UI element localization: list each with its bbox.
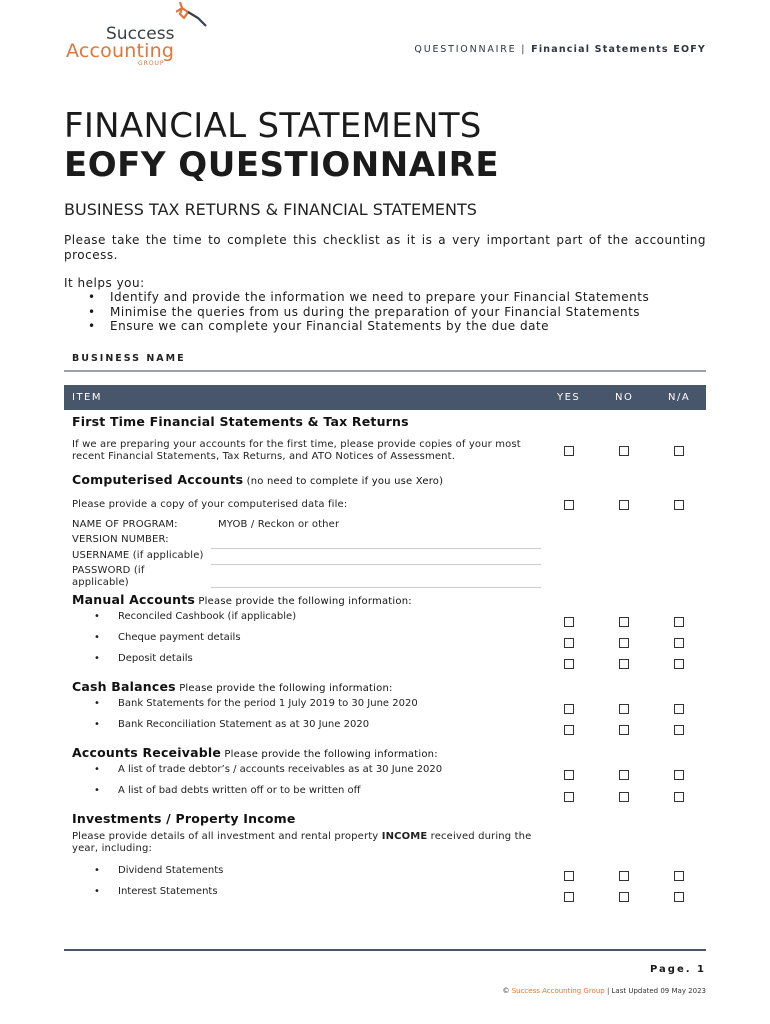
column-header-no: NO — [615, 392, 634, 403]
version-label: VERSION NUMBER: — [72, 534, 169, 545]
list-item-text: Bank Statements for the period 1 July 2019 to 30 June 2020 — [118, 698, 418, 709]
manual-note: Please provide the following information: — [195, 596, 412, 607]
checkbox-no[interactable] — [619, 446, 629, 456]
document-header — [414, 44, 706, 55]
investments-text-part: received during the year, including: — [72, 831, 532, 854]
business-name-field[interactable] — [64, 370, 706, 372]
checkbox-na[interactable] — [674, 892, 684, 902]
password-label: PASSWORD (if applicable) — [72, 565, 145, 588]
logo-text-success: Success — [106, 24, 175, 44]
manual-title: Manual Accounts — [72, 592, 196, 607]
username-label: USERNAME (if applicable) — [72, 550, 204, 561]
list-item: • Ensure we can complete your Financial Statements by the due date — [64, 319, 649, 333]
business-name-label: BUSINESS NAME — [72, 353, 186, 364]
checkbox-no[interactable] — [619, 892, 629, 902]
logo-mark-icon — [176, 0, 210, 38]
page-subtitle: BUSINESS TAX RETURNS & FINANCIAL STATEMENTS — [64, 200, 477, 219]
checkbox-na[interactable] — [674, 617, 684, 627]
checkbox-na[interactable] — [674, 446, 684, 456]
checkbox-no[interactable] — [619, 617, 629, 627]
footer-updated: | Last Updated 09 May 2023 — [604, 987, 706, 995]
checkbox-no[interactable] — [619, 638, 629, 648]
receivable-note: Please provide the following information: — [221, 749, 438, 760]
checkbox-na[interactable] — [674, 638, 684, 648]
username-field[interactable] — [211, 564, 541, 565]
table-header — [64, 385, 706, 410]
section-title-computerised — [72, 472, 443, 487]
list-item-text: Interest Statements — [118, 886, 218, 897]
footer-company-link[interactable]: Success Accounting Group — [511, 987, 605, 995]
logo-text-group: GROUP — [138, 60, 165, 67]
header-label: QUESTIONNAIRE | — [414, 44, 532, 55]
column-header-yes: YES — [557, 392, 581, 403]
checkbox-na[interactable] — [674, 659, 684, 669]
checkbox-no[interactable] — [619, 704, 629, 714]
list-item: • Identify and provide the information we need to prepare your Financial Statements — [64, 290, 649, 304]
checkbox-yes[interactable] — [564, 871, 574, 881]
list-item-text: A list of trade debtor’s / accounts receivables as at 30 June 2020 — [118, 764, 443, 775]
checkbox-na[interactable] — [674, 770, 684, 780]
section-title-first-time: First Time Financial Statements & Tax Returns — [72, 414, 409, 429]
header-title: Financial Statements EOFY — [531, 44, 706, 55]
section-title-receivable — [72, 745, 438, 760]
section-title-manual — [72, 592, 412, 607]
cash-title: Cash Balances — [72, 679, 176, 694]
program-value: MYOB / Reckon or other — [218, 519, 340, 530]
intro-paragraph: Please take the time to complete this checklist as it is a very important part of the accounting process. — [64, 233, 706, 262]
page-title-line1: FINANCIAL STATEMENTS — [64, 106, 482, 146]
list-item-text: Bank Reconciliation Statement as at 30 June 2020 — [118, 719, 370, 730]
helps-list — [64, 276, 649, 334]
checkbox-yes[interactable] — [564, 500, 574, 510]
checkbox-no[interactable] — [619, 792, 629, 802]
section-title-investments: Investments / Property Income — [72, 811, 296, 826]
cash-note: Please provide the following information: — [175, 683, 393, 694]
investments-text-bold: INCOME — [381, 831, 428, 842]
list-item-text: A list of bad debts written off or to be written off — [118, 785, 361, 796]
column-header-na: N/A — [668, 392, 691, 403]
program-label: NAME OF PROGRAM: — [72, 519, 178, 530]
checkbox-na[interactable] — [674, 725, 684, 735]
page-title-line2: EOFY QUESTIONNAIRE — [64, 145, 500, 185]
checkbox-no[interactable] — [619, 725, 629, 735]
checkbox-yes[interactable] — [564, 617, 574, 627]
checkbox-na[interactable] — [674, 500, 684, 510]
checkbox-no[interactable] — [619, 500, 629, 510]
helps-label: It helps you: — [64, 276, 145, 290]
checkbox-yes[interactable] — [564, 770, 574, 780]
checkbox-yes[interactable] — [564, 892, 574, 902]
section-title-cash — [72, 679, 393, 694]
footer-copyright — [502, 987, 706, 995]
checkbox-yes[interactable] — [564, 446, 574, 456]
computerised-title: Computerised Accounts — [72, 472, 244, 487]
copyright-symbol: © — [502, 987, 512, 995]
list-item-text: Cheque payment details — [118, 632, 241, 643]
checkbox-yes[interactable] — [564, 792, 574, 802]
page-number: Page. 1 — [650, 964, 706, 975]
checkbox-no[interactable] — [619, 659, 629, 669]
checkbox-no[interactable] — [619, 871, 629, 881]
checkbox-na[interactable] — [674, 792, 684, 802]
password-field[interactable] — [211, 587, 541, 588]
checkbox-yes[interactable] — [564, 725, 574, 735]
checkbox-no[interactable] — [619, 770, 629, 780]
computerised-note: (no need to complete if you use Xero) — [243, 476, 444, 487]
list-item-text: Deposit details — [118, 653, 193, 664]
checkbox-yes[interactable] — [564, 638, 574, 648]
version-field[interactable] — [211, 548, 541, 549]
first-time-text: If we are preparing your accounts for the first time, please provide copies of your most recent Financial Statements, Tax Returns, and ATO Notices of Assessment. — [72, 439, 521, 462]
checkbox-na[interactable] — [674, 871, 684, 881]
investments-text — [72, 831, 532, 855]
checkbox-yes[interactable] — [564, 659, 574, 669]
computerised-text: Please provide a copy of your computerised data file: — [72, 499, 348, 510]
logo-text-accounting: Accounting — [66, 40, 175, 62]
footer-divider — [64, 949, 706, 951]
list-item-text: Dividend Statements — [118, 865, 224, 876]
checkbox-na[interactable] — [674, 704, 684, 714]
receivable-title: Accounts Receivable — [72, 745, 222, 760]
investments-text-part: Please provide details of all investment and rental property — [72, 831, 382, 842]
list-item: • Minimise the queries from us during the preparation of your Financial Statements — [64, 305, 649, 319]
column-header-item: ITEM — [72, 392, 103, 403]
list-item-text: Reconciled Cashbook (if applicable) — [118, 611, 297, 622]
checkbox-yes[interactable] — [564, 704, 574, 714]
